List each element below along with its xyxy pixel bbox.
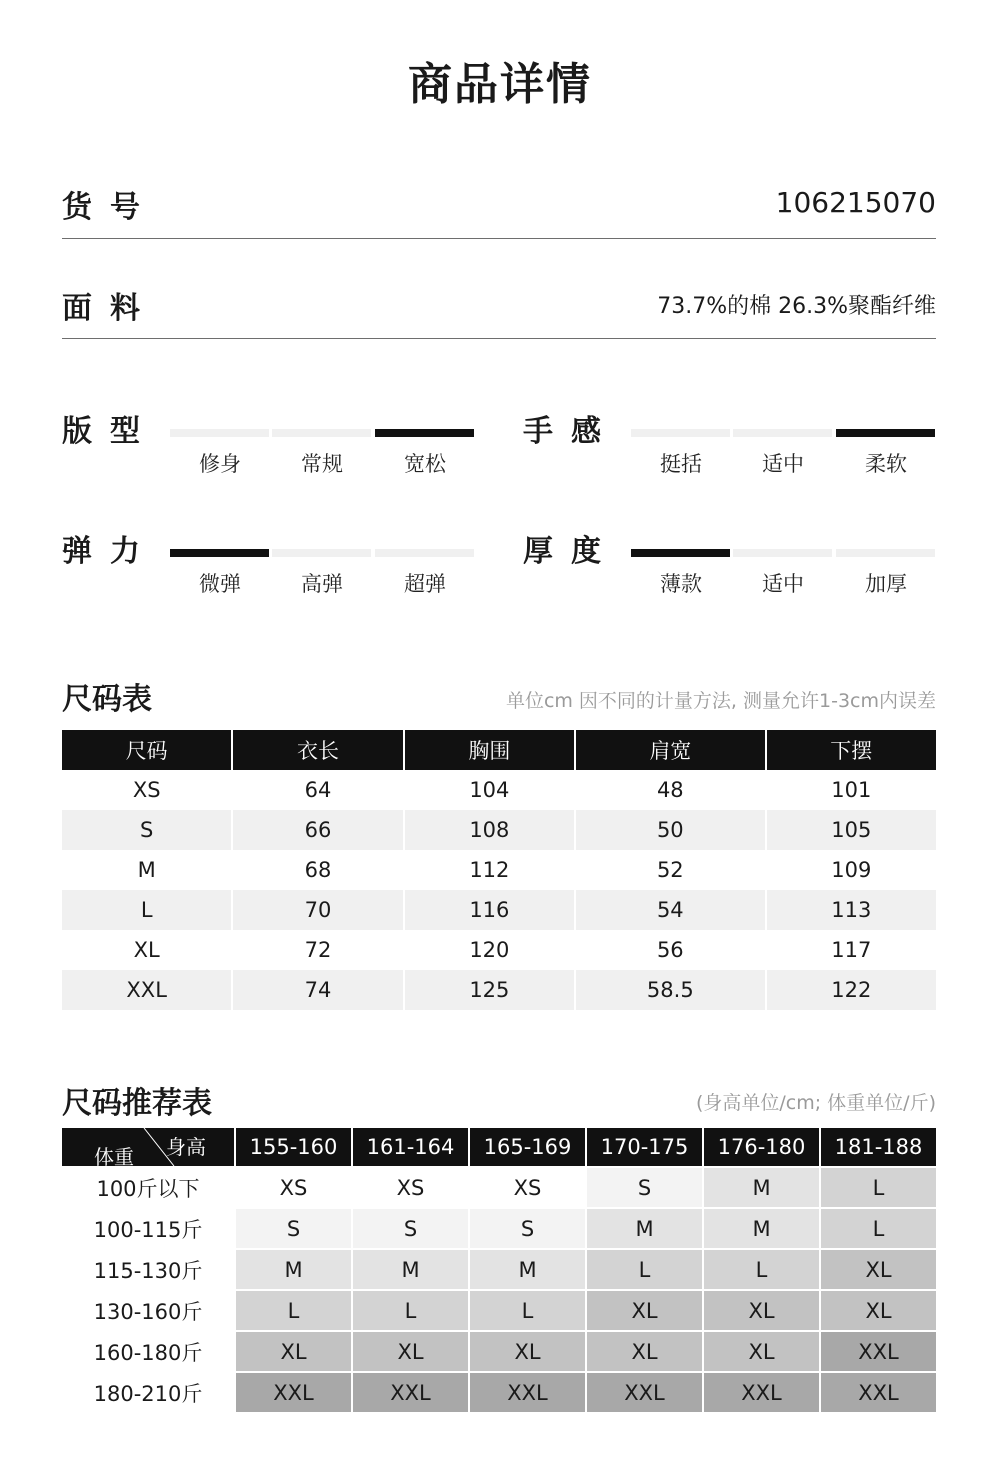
table-cell: 122	[767, 970, 936, 1010]
table-row	[62, 890, 936, 930]
table-cell: XL	[236, 1332, 351, 1371]
table-cell: M	[704, 1168, 819, 1207]
table-cell: M	[236, 1250, 351, 1289]
column-header: 肩宽	[576, 730, 765, 770]
table-cell: XL	[587, 1291, 702, 1330]
column-header: 176-180	[704, 1128, 819, 1166]
table-cell: L	[821, 1209, 936, 1248]
table-cell: 74	[233, 970, 402, 1010]
table-cell: 70	[233, 890, 402, 930]
table-cell: XXL	[62, 970, 231, 1010]
column-header: 161-164	[353, 1128, 468, 1166]
item-number-value: 106215070	[775, 186, 936, 219]
weight-label: 130-160斤	[62, 1291, 234, 1330]
table-cell: XS	[236, 1168, 351, 1207]
table-cell: XXL	[353, 1373, 468, 1412]
table-cell: XXL	[470, 1373, 585, 1412]
corner-header	[62, 1128, 234, 1166]
table-cell: L	[587, 1250, 702, 1289]
table-cell: XS	[62, 770, 231, 810]
attribute-label: 厚度	[523, 534, 619, 569]
attribute-stretch	[62, 526, 482, 606]
table-cell: 72	[233, 930, 402, 970]
table-header-row	[62, 1128, 936, 1166]
table-cell: XL	[62, 930, 231, 970]
table-cell: XL	[704, 1332, 819, 1371]
table-cell: XS	[353, 1168, 468, 1207]
table-cell: 54	[576, 890, 765, 930]
scale-option-label: 常规	[301, 452, 343, 476]
table-cell: XXL	[236, 1373, 351, 1412]
table-cell: XL	[704, 1291, 819, 1330]
divider	[62, 338, 936, 339]
table-cell: L	[353, 1291, 468, 1330]
corner-height-label: 身高	[166, 1135, 206, 1159]
weight-label: 100斤以下	[62, 1168, 234, 1207]
scale-option-label: 适中	[762, 452, 804, 476]
table-row	[62, 1209, 936, 1248]
table-cell: 64	[233, 770, 402, 810]
table-cell: XL	[587, 1332, 702, 1371]
scale-segment	[631, 549, 730, 557]
scale-option-label: 超弹	[404, 572, 446, 596]
column-header: 181-188	[821, 1128, 936, 1166]
table-cell: XXL	[821, 1373, 936, 1412]
table-cell: 105	[767, 810, 936, 850]
table-cell: 66	[233, 810, 402, 850]
page-title: 商品详情	[408, 59, 592, 110]
table-cell: S	[353, 1209, 468, 1248]
table-row	[62, 1373, 936, 1412]
column-header: 155-160	[236, 1128, 351, 1166]
scale-segment	[733, 429, 832, 437]
table-cell: 104	[405, 770, 574, 810]
table-cell: 116	[405, 890, 574, 930]
scale-option-label: 修身	[199, 452, 241, 476]
column-header: 尺码	[62, 730, 231, 770]
table-cell: M	[704, 1209, 819, 1248]
fabric-label: 面料	[62, 291, 158, 326]
attribute-label: 版型	[62, 414, 158, 449]
table-cell: XL	[821, 1250, 936, 1289]
table-cell: M	[470, 1250, 585, 1289]
attribute-hand-feel	[523, 406, 943, 486]
table-row	[62, 970, 936, 1010]
corner-weight-label: 体重	[94, 1145, 134, 1166]
table-cell: S	[62, 810, 231, 850]
table-cell: 120	[405, 930, 574, 970]
scale-option-label: 加厚	[865, 572, 907, 596]
column-header: 胸围	[405, 730, 574, 770]
table-cell: 101	[767, 770, 936, 810]
scale-segment	[836, 429, 935, 437]
table-row	[62, 810, 936, 850]
table-cell: XXL	[587, 1373, 702, 1412]
table-cell: L	[236, 1291, 351, 1330]
table-cell: 117	[767, 930, 936, 970]
attribute-label: 弹力	[62, 534, 158, 569]
scale-option-label: 微弹	[199, 572, 241, 596]
table-cell: 108	[405, 810, 574, 850]
table-cell: 109	[767, 850, 936, 890]
column-header: 衣长	[233, 730, 402, 770]
table-cell: XXL	[821, 1332, 936, 1371]
scale-segment	[272, 549, 371, 557]
attribute-label: 手感	[523, 414, 619, 449]
weight-label: 100-115斤	[62, 1209, 234, 1248]
table-cell: 48	[576, 770, 765, 810]
table-cell: M	[587, 1209, 702, 1248]
table-cell: 56	[576, 930, 765, 970]
scale-segment	[272, 429, 371, 437]
table-row	[62, 850, 936, 890]
table-row	[62, 770, 936, 810]
size-recommendation-table	[60, 1126, 938, 1414]
table-cell: 52	[576, 850, 765, 890]
weight-label: 180-210斤	[62, 1373, 234, 1412]
scale-option-label: 柔软	[865, 452, 907, 476]
table-cell: M	[62, 850, 231, 890]
recommendation-note: (身高单位/cm; 体重单位/斤)	[695, 1092, 936, 1114]
scale-option-label: 薄款	[660, 572, 702, 596]
scale-segment	[375, 429, 474, 437]
divider	[62, 238, 936, 239]
scale-option-label: 高弹	[301, 572, 343, 596]
weight-label: 115-130斤	[62, 1250, 234, 1289]
table-cell: L	[704, 1250, 819, 1289]
column-header: 170-175	[587, 1128, 702, 1166]
table-cell: 125	[405, 970, 574, 1010]
table-row	[62, 1168, 936, 1207]
weight-label: 160-180斤	[62, 1332, 234, 1371]
table-cell: XXL	[704, 1373, 819, 1412]
scale-segment	[170, 429, 269, 437]
table-cell: L	[821, 1168, 936, 1207]
table-row	[62, 1332, 936, 1371]
table-cell: S	[470, 1209, 585, 1248]
table-cell: XL	[353, 1332, 468, 1371]
table-row	[62, 1250, 936, 1289]
table-cell: XL	[821, 1291, 936, 1330]
table-cell: M	[353, 1250, 468, 1289]
size-chart-note: 单位cm 因不同的计量方法, 测量允许1-3cm内误差	[505, 690, 936, 712]
scale-segment	[836, 549, 935, 557]
recommendation-title: 尺码推荐表	[62, 1086, 212, 1121]
size-chart-title: 尺码表	[62, 682, 152, 717]
size-chart-table	[60, 730, 938, 1010]
diagonal-divider	[62, 1128, 234, 1166]
table-cell: S	[587, 1168, 702, 1207]
table-row	[62, 930, 936, 970]
table-cell: XS	[470, 1168, 585, 1207]
table-cell: S	[236, 1209, 351, 1248]
table-header-row	[62, 730, 936, 770]
table-cell: 58.5	[576, 970, 765, 1010]
scale-segment	[733, 549, 832, 557]
attribute-fit	[62, 406, 482, 486]
scale-segment	[631, 429, 730, 437]
table-cell: 68	[233, 850, 402, 890]
table-row	[62, 1291, 936, 1330]
table-cell: 112	[405, 850, 574, 890]
table-cell: L	[470, 1291, 585, 1330]
scale-segment	[375, 549, 474, 557]
column-header: 165-169	[470, 1128, 585, 1166]
scale-option-label: 适中	[762, 572, 804, 596]
scale-segment	[170, 549, 269, 557]
column-header: 下摆	[767, 730, 936, 770]
table-cell: L	[62, 890, 231, 930]
item-number-label: 货号	[62, 190, 158, 225]
scale-option-label: 挺括	[660, 452, 702, 476]
fabric-value: 73.7%的棉 26.3%聚酯纤维	[657, 294, 936, 319]
table-cell: 50	[576, 810, 765, 850]
attribute-thickness	[523, 526, 943, 606]
table-cell: XL	[470, 1332, 585, 1371]
table-cell: 113	[767, 890, 936, 930]
scale-option-label: 宽松	[404, 452, 446, 476]
